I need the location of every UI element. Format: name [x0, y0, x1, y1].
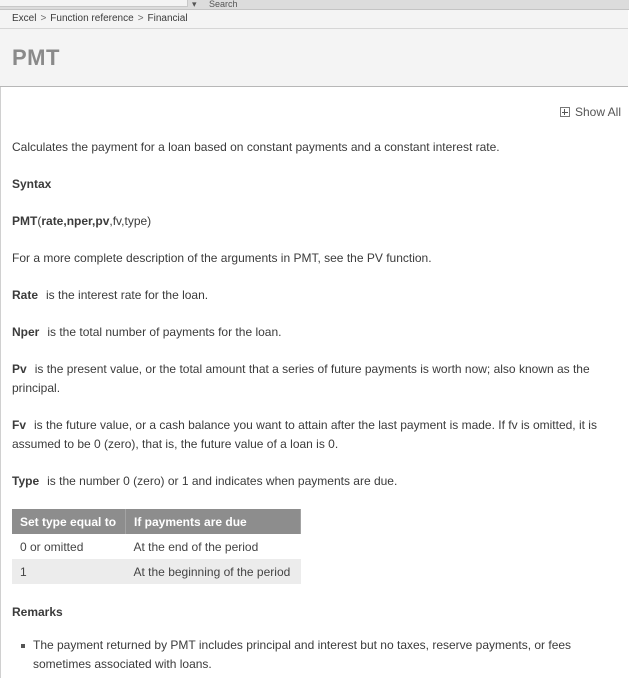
- remark-text: The payment returned by PMT includes principal and interest but no taxes, reserve payments, or fees sometimes associated with loans.: [33, 638, 572, 671]
- arg-term: Fv: [12, 418, 27, 432]
- arg-type: [12, 472, 612, 491]
- table-row: [12, 559, 301, 584]
- arg-desc: is the number 0 (zero) or 1 and indicates when payments are due.: [47, 474, 398, 488]
- breadcrumb-function-reference[interactable]: Function reference: [50, 13, 134, 24]
- syntax-line: [12, 212, 612, 231]
- arg-desc: is the interest rate for the loan.: [46, 288, 209, 302]
- intro-text: Calculates the payment for a loan based on constant payments and a constant interest rate.: [12, 140, 500, 154]
- type-values-table: [12, 509, 301, 584]
- remarks-heading: Remarks: [12, 605, 63, 619]
- arg-nper: [12, 323, 612, 342]
- title-bar: [0, 29, 628, 87]
- table-cell: 1: [12, 559, 126, 584]
- arg-desc: is the total number of payments for the loan.: [47, 325, 282, 339]
- table-cell: 0 or omitted: [20, 539, 84, 554]
- arg-desc: is the future value, or a cash balance you want to attain after the last payment is made. If fv is omitted, it is assumed to be 0 (zero), that is, the future value of a loan is 0.: [12, 418, 597, 451]
- arg-pv: [12, 360, 612, 398]
- dropdown-arrow-icon[interactable]: ▾: [192, 0, 197, 9]
- remarks-list: [12, 636, 612, 674]
- search-box[interactable]: [192, 0, 238, 9]
- more-info-after: function.: [382, 251, 432, 265]
- more-info-text: [12, 249, 612, 268]
- breadcrumb-financial[interactable]: Financial: [147, 13, 188, 24]
- arg-desc: is the present value, or the total amount that a series of future payments is worth now; also known as the principal.: [12, 362, 590, 395]
- syntax-open-paren: (: [37, 214, 42, 228]
- expand-plus-icon[interactable]: [560, 107, 570, 117]
- bullet-icon: [21, 644, 25, 648]
- breadcrumb: [0, 10, 628, 29]
- syntax-function-name: PMT: [12, 214, 38, 228]
- column-header: Set type equal to: [12, 509, 126, 534]
- top-toolbar: [0, 0, 629, 10]
- arg-term: Nper: [12, 325, 40, 339]
- arg-term: Pv: [12, 362, 27, 376]
- address-field[interactable]: [0, 0, 188, 7]
- breadcrumb-separator: >: [40, 13, 47, 24]
- syntax-heading: Syntax: [12, 177, 52, 191]
- arg-rate: [12, 286, 612, 305]
- show-all-label: Show All: [574, 105, 621, 119]
- column-header: If payments are due: [126, 509, 301, 534]
- syntax-required-args: rate,nper,pv: [41, 214, 110, 228]
- more-info-before: For a more complete description of the arguments in PMT, see the: [12, 251, 367, 265]
- table-row: [12, 534, 301, 559]
- table-header-row: [12, 509, 301, 534]
- pv-function-link[interactable]: PV: [366, 251, 383, 265]
- table-cell: At the beginning of the period: [126, 559, 301, 584]
- show-all-button[interactable]: [560, 105, 621, 119]
- breadcrumb-excel[interactable]: Excel: [12, 13, 37, 24]
- syntax-optional-args: ,fv,type): [109, 214, 152, 228]
- page-title: PMT: [12, 45, 60, 70]
- breadcrumb-separator: >: [137, 13, 144, 24]
- arg-fv: [12, 416, 612, 454]
- arg-term: Rate: [12, 288, 39, 302]
- table-cell: At the end of the period: [133, 539, 259, 554]
- list-item: [12, 636, 612, 674]
- arg-term: Type: [12, 474, 40, 488]
- search-label: Search: [208, 0, 238, 9]
